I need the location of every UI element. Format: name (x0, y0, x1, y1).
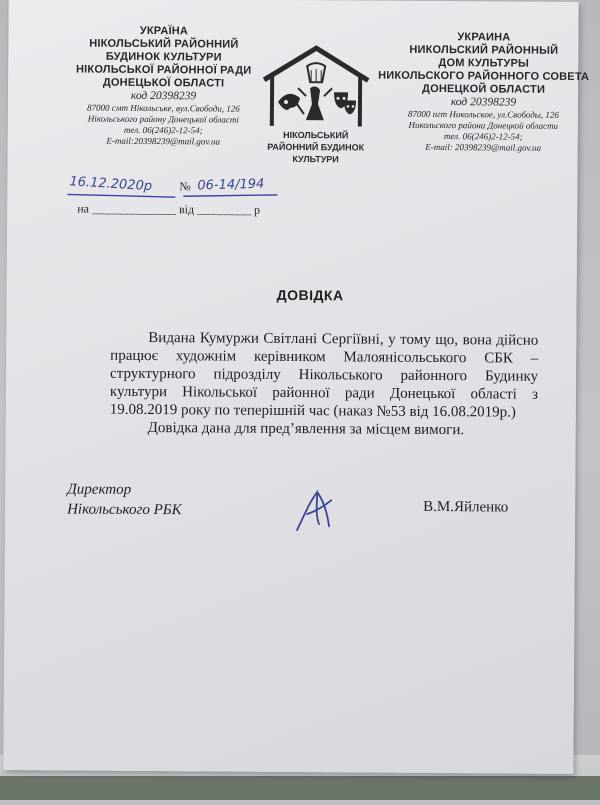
header-ua-address2: Нікольського району Донецької області (66, 113, 261, 125)
document-title: ДОВІДКА (277, 287, 344, 303)
signatory-organization: Нікольського РБК (67, 499, 182, 520)
logo-text-line1: НІКОЛЬСЬКИЙ (260, 130, 372, 141)
header-ua-address1: 87000 смт Нікольське, вул.Свободи, 126 (66, 102, 261, 114)
header-ru-email: E-mail: 20398239@mail.gov.ua (376, 142, 591, 155)
number-label: № (179, 179, 191, 194)
house-theatre-icon (260, 44, 373, 129)
header-ru-line5: ДОНЕЦКОЙ ОБЛАСТИ (422, 83, 545, 96)
header-ru-phone: тел. 06(246)2-12-54; (376, 131, 591, 144)
body-paragraph-1: Видана Кумуржи Світлані Сергіївні, у тому що, вона дійсно працює художнім керівником Малоянісольського СБК – структурного підрозділу Нікольського районного Будинку культури Нікольської районної ради Донецької області з 19.08.2019 року по теперішній час (наказ №53 від 16.08.2019р.) (110, 329, 539, 422)
header-ua-email: E-mail:20398239@mail.gov.ua (66, 135, 261, 147)
header-ru-line4: НИКОЛЬСКОГО РАЙОННОГО СОВЕТА (378, 70, 589, 83)
header-ru-country: УКРАИНА (457, 31, 510, 43)
header-ru-code: код 20398239 (376, 96, 591, 111)
body-paragraph-2: Довідка дана для пред’явлення за місцем вимоги. (110, 419, 538, 440)
header-ua-line4: НІКОЛЬСЬКОЇ РАЙОННОЇ РАДИ (76, 63, 251, 76)
vid-label: від (179, 202, 194, 216)
header-ru-line3: ДОМ КУЛЬТУРЫ (438, 57, 529, 70)
document-page (3, 0, 578, 774)
header-ua-line5: ДОНЕЦЬКОЇ ОБЛАСТІ (103, 77, 224, 90)
organization-logo (260, 44, 373, 165)
header-ru-address1: 87000 пгт Никольское, ул.Свободы, 126 (376, 109, 591, 122)
header-ua-country: УКРАЇНА (140, 25, 188, 37)
signatory-position: Директор (67, 479, 182, 500)
header-ua-phone: тел. 06(246)2-12-54; (66, 124, 261, 136)
header-russian (376, 31, 592, 154)
registration-line (77, 202, 260, 218)
logo-text-line3: КУЛЬТУРИ (260, 154, 372, 165)
document-body (110, 329, 539, 440)
handwritten-number: 06-14/194 (197, 177, 264, 194)
signatory-name: В.М.Яйленко (423, 499, 508, 517)
na-blank: ______________ (92, 202, 179, 217)
header-ua-line2: НІКОЛЬСЬКИЙ РАЙОННИЙ (89, 38, 238, 51)
handwritten-underline (65, 192, 280, 200)
header-ua-code: код 20398239 (66, 89, 261, 103)
table-surface (0, 776, 600, 800)
logo-text-line2: РАЙОННИЙ БУДИНОК (260, 142, 372, 153)
header-ru-line2: НИКОЛЬСКИЙ РАЙОННЫЙ (409, 44, 558, 57)
handwritten-signature (293, 488, 337, 534)
vid-blank: _________ (197, 202, 254, 216)
handwritten-date: 16.12.2020р (69, 174, 152, 194)
header-ukrainian (66, 24, 262, 147)
header-ua-line3: БУДИНОК КУЛЬТУРИ (106, 51, 222, 64)
r-label: р (254, 203, 260, 217)
header-ru-address2: Никольского района Донецкой области (376, 120, 591, 133)
signatory-block (67, 479, 182, 520)
na-label: на (77, 202, 89, 216)
